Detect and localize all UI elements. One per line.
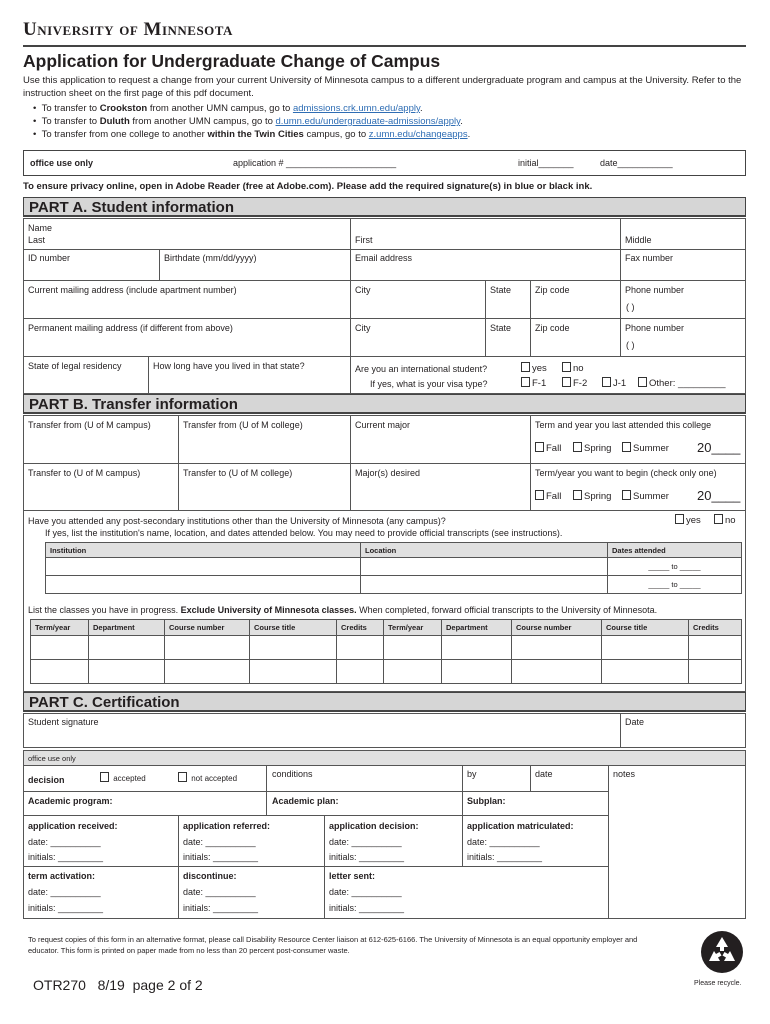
university-logo: University of Minnesota	[23, 19, 233, 40]
part-b-heading: PART B. Transfer information	[23, 394, 746, 414]
name-label: Name	[28, 223, 53, 233]
office-row-line	[23, 765, 746, 766]
col-line	[608, 765, 609, 919]
subplan-field[interactable]: Subplan:	[467, 796, 506, 806]
last-summer-checkbox[interactable]: Summer	[622, 442, 669, 454]
classes-instructions: List the classes you have in progress. Exclude University of Minnesota classes. When completed, forward official transcripts to the University of Minnesota.	[28, 605, 658, 615]
intro-text: Use this application to request a change from your current University of Minnesota campus to a different undergraduate program and campus at the University. Refer to the instruction sheet on the first page of this pdf document.	[23, 75, 742, 99]
col-line	[159, 249, 160, 280]
location-cell[interactable]	[361, 558, 608, 576]
recycle-label: Please recycle.	[694, 980, 742, 987]
col-line	[530, 415, 531, 510]
middle-name-field[interactable]: Middle	[625, 235, 652, 245]
app-decision-date[interactable]: date: __________	[329, 837, 402, 847]
term-activation-initials[interactable]: initials: _________	[28, 903, 104, 913]
class-cell[interactable]	[250, 636, 337, 660]
col-line	[350, 356, 351, 394]
app-received-label: application received:	[28, 821, 118, 831]
permanent-phone-field[interactable]: Phone number	[625, 323, 685, 333]
class-cell[interactable]	[442, 636, 512, 660]
office-row-line	[23, 866, 608, 867]
by-field[interactable]: by	[467, 769, 477, 779]
term-activation-date[interactable]: date: __________	[28, 887, 101, 897]
current-state-field[interactable]: State	[490, 285, 512, 295]
last-fall-checkbox[interactable]: Fall	[535, 442, 561, 454]
visa-other-checkbox[interactable]: Other: _________	[638, 377, 726, 389]
page-title: Application for Undergraduate Change of Campus	[23, 51, 441, 71]
current-phone-field[interactable]: Phone number	[625, 285, 685, 295]
transfer-from-campus-field[interactable]: Transfer from (U of M campus)	[28, 420, 151, 430]
form-id: OTR270 8/19 page 2 of 2	[33, 977, 203, 993]
location-col-header: Location	[361, 543, 608, 558]
begin-summer-checkbox[interactable]: Summer	[622, 490, 669, 502]
visa-f2-checkbox[interactable]: F-2	[562, 377, 587, 389]
attended-question: Have you attended any post-secondary institutions other than the University of Minnesota (any campus)?	[28, 516, 446, 526]
bullet-list	[33, 102, 470, 141]
term-year-col-header: Term/year	[384, 620, 442, 636]
table-row	[31, 636, 742, 660]
office-date-field[interactable]: date	[535, 769, 553, 779]
id-number-field[interactable]: ID number	[28, 253, 71, 263]
academic-plan-field[interactable]: Academic plan:	[272, 796, 339, 806]
application-number-field[interactable]: application # ______________________	[233, 158, 397, 168]
current-address-field[interactable]: Current mailing address (include apartment number)	[28, 285, 237, 295]
col-line	[620, 218, 621, 356]
last-year-field[interactable]: 20____	[697, 440, 741, 455]
institution-table	[45, 542, 742, 594]
term-year-col-header: Term/year	[31, 620, 89, 636]
birthdate-field[interactable]: Birthdate (mm/dd/yyyy)	[164, 253, 257, 263]
app-referred-label: application referred:	[183, 821, 271, 831]
table-row	[46, 576, 742, 594]
conditions-field[interactable]: conditions	[272, 769, 313, 779]
office-row-line	[23, 815, 608, 816]
department-col-header: Department	[89, 620, 165, 636]
credits-col-header: Credits	[689, 620, 742, 636]
letter-sent-label: letter sent:	[329, 871, 376, 881]
date-field[interactable]: date___________	[600, 158, 673, 168]
class-cell[interactable]	[89, 660, 165, 684]
permanent-address-field[interactable]: Permanent mailing address (if different from above)	[28, 323, 233, 333]
signature-date-field[interactable]: Date	[625, 717, 645, 727]
class-cell[interactable]	[689, 636, 742, 660]
app-matriculated-label: application matriculated:	[467, 821, 574, 831]
app-matriculated-date[interactable]: date: __________	[467, 837, 540, 847]
department-col-header: Department	[442, 620, 512, 636]
location-cell[interactable]	[361, 576, 608, 594]
attended-note: If yes, list the institution's name, location, and dates attended below. You may need to provide official transcripts (see instructions).	[45, 528, 563, 538]
attended-no-checkbox[interactable]: no	[714, 514, 736, 526]
office-use-bottom-header: office use only	[24, 751, 745, 765]
col-line	[620, 713, 621, 748]
office-use-label: office use only	[30, 158, 94, 168]
col-line	[178, 815, 179, 919]
class-cell[interactable]	[165, 636, 250, 660]
academic-program-field[interactable]: Academic program:	[28, 796, 113, 806]
class-cell[interactable]	[31, 660, 89, 684]
permanent-state-field[interactable]: State	[490, 323, 512, 333]
current-major-field[interactable]: Current major	[355, 420, 411, 430]
col-line	[530, 765, 531, 791]
course-number-col-header: Course number	[165, 620, 250, 636]
office-row-line	[23, 791, 608, 792]
dates-cell[interactable]: _____ to _____	[608, 576, 742, 594]
course-title-col-header: Course title	[250, 620, 337, 636]
class-cell[interactable]	[512, 660, 602, 684]
attended-yes-checkbox[interactable]: yes	[675, 514, 701, 526]
col-line	[462, 765, 463, 815]
app-decision-initials[interactable]: initials: _________	[329, 852, 405, 862]
duluth-link[interactable]: d.umn.edu/undergraduate-admissions/apply	[275, 116, 461, 127]
app-received-initials[interactable]: initials: _________	[28, 852, 104, 862]
dates-col-header: Dates attended	[608, 543, 742, 558]
dates-cell[interactable]: _____ to _____	[608, 558, 742, 576]
part-b-row-line	[23, 463, 746, 464]
class-cell[interactable]	[31, 636, 89, 660]
letter-sent-initials[interactable]: initials: _________	[329, 903, 405, 913]
privacy-note: To ensure privacy online, open in Adobe Reader (free at Adobe.com). Please add the required signature(s) in blue or black ink.	[23, 181, 593, 192]
class-cell[interactable]	[337, 660, 384, 684]
institution-cell[interactable]	[46, 576, 361, 594]
credits-col-header: Credits	[337, 620, 384, 636]
classes-table	[30, 619, 742, 684]
discontinue-initials[interactable]: initials: _________	[183, 903, 259, 913]
phone-area-code: ( )	[626, 302, 635, 312]
course-number-col-header: Course number	[512, 620, 602, 636]
class-cell[interactable]	[384, 636, 442, 660]
discontinue-date[interactable]: date: __________	[183, 887, 256, 897]
permanent-city-field[interactable]: City	[355, 323, 371, 333]
table-row	[31, 660, 742, 684]
international-question: Are you an international student?	[355, 364, 488, 374]
crookston-link[interactable]: admissions.crk.umn.edu/apply	[292, 103, 421, 114]
app-referred-date[interactable]: date: __________	[183, 837, 256, 847]
begin-fall-checkbox[interactable]: Fall	[535, 490, 561, 502]
permanent-zip-field[interactable]: Zip code	[535, 323, 570, 333]
class-cell[interactable]	[89, 636, 165, 660]
letter-sent-date[interactable]: date: __________	[329, 887, 402, 897]
class-cell[interactable]	[442, 660, 512, 684]
bullet-crookston: • To transfer to Crookston from another UMN campus, go to admissions.crk.umn.edu/apply.	[33, 103, 423, 114]
part-a-row-line	[23, 249, 746, 250]
class-cell[interactable]	[602, 636, 689, 660]
initial-field[interactable]: initial_______	[518, 158, 574, 168]
discontinue-label: discontinue:	[183, 871, 237, 881]
institution-col-header: Institution	[46, 543, 361, 558]
international-no-checkbox[interactable]: no	[562, 362, 584, 374]
col-line	[324, 815, 325, 919]
begin-year-field[interactable]: 20____	[697, 488, 741, 503]
bullet-duluth: • To transfer to Duluth from another UMN campus, go to d.umn.edu/undergraduate-admissions/apply.	[33, 116, 463, 127]
part-a-heading: PART A. Student information	[23, 197, 746, 217]
app-matriculated-initials[interactable]: initials: _________	[467, 852, 543, 862]
accepted-checkbox[interactable]: accepted	[100, 772, 146, 783]
majors-desired-field[interactable]: Major(s) desired	[355, 468, 421, 478]
student-signature-field[interactable]: Student signature	[28, 717, 99, 727]
notes-field[interactable]: notes	[613, 769, 636, 779]
first-name-field[interactable]: First	[355, 235, 373, 245]
class-cell[interactable]	[512, 636, 602, 660]
col-line	[178, 415, 179, 510]
part-b-row-line	[23, 510, 746, 511]
transfer-to-campus-field[interactable]: Transfer to (U of M campus)	[28, 468, 141, 478]
current-zip-field[interactable]: Zip code	[535, 285, 570, 295]
part-c-heading: PART C. Certification	[23, 692, 746, 712]
residency-field[interactable]: State of legal residency	[28, 361, 122, 371]
twin-cities-link[interactable]: z.umn.edu/changeapps	[368, 129, 468, 140]
col-line	[350, 218, 351, 356]
col-line	[530, 280, 531, 356]
part-a-row-line	[23, 318, 746, 319]
recycle-icon	[700, 930, 744, 974]
col-line	[485, 280, 486, 356]
bullet-twin-cities: • To transfer from one college to another within the Twin Cities campus, go to z.umn.edu/changeapps.	[33, 129, 471, 140]
course-title-col-header: Course title	[602, 620, 689, 636]
visa-question: If yes, what is your visa type?	[370, 379, 488, 389]
class-cell[interactable]	[250, 660, 337, 684]
header-rule	[23, 45, 746, 47]
transfer-from-college-field[interactable]: Transfer from (U of M college)	[183, 420, 303, 430]
table-row	[46, 558, 742, 576]
term-activation-label: term activation:	[28, 871, 96, 881]
class-cell[interactable]	[165, 660, 250, 684]
part-a-row-line	[23, 280, 746, 281]
current-city-field[interactable]: City	[355, 285, 371, 295]
visa-j1-checkbox[interactable]: J-1	[602, 377, 626, 389]
col-line	[350, 415, 351, 510]
institution-cell[interactable]	[46, 558, 361, 576]
col-line	[462, 815, 463, 866]
decision-label: decision	[28, 775, 65, 785]
class-cell[interactable]	[689, 660, 742, 684]
app-referred-initials[interactable]: initials: _________	[183, 852, 259, 862]
app-decision-label: application decision:	[329, 821, 419, 831]
transfer-to-college-field[interactable]: Transfer to (U of M college)	[183, 468, 293, 478]
term-last-attended-label: Term and year you last attended this college	[535, 420, 712, 430]
begin-spring-checkbox[interactable]: Spring	[573, 490, 611, 502]
phone-area-code: ( )	[626, 340, 635, 350]
col-line	[266, 765, 267, 815]
international-yes-checkbox[interactable]: yes	[521, 362, 547, 374]
part-a-row-line	[23, 356, 746, 357]
class-cell[interactable]	[384, 660, 442, 684]
visa-f1-checkbox[interactable]: F-1	[521, 377, 546, 389]
app-received-date[interactable]: date: __________	[28, 837, 101, 847]
class-cell[interactable]	[337, 636, 384, 660]
how-long-field[interactable]: How long have you lived in that state?	[153, 361, 305, 371]
fax-field[interactable]: Fax number	[625, 253, 674, 263]
footer-note: To request copies of this form in an alternative format, please call Disability Resource Center liaison at 612-625-6166. The University of Minnesota is an equal opportunity employer and educator. This form is printed on paper made from no less than 20 percent post-consumer waste.	[28, 935, 638, 955]
term-begin-label: Term/year you want to begin (check only one)	[535, 468, 717, 478]
class-cell[interactable]	[602, 660, 689, 684]
last-spring-checkbox[interactable]: Spring	[573, 442, 611, 454]
last-name-field[interactable]: Last	[28, 235, 46, 245]
not-accepted-checkbox[interactable]: not accepted	[178, 772, 237, 783]
email-field[interactable]: Email address	[355, 253, 413, 263]
col-line	[148, 356, 149, 394]
